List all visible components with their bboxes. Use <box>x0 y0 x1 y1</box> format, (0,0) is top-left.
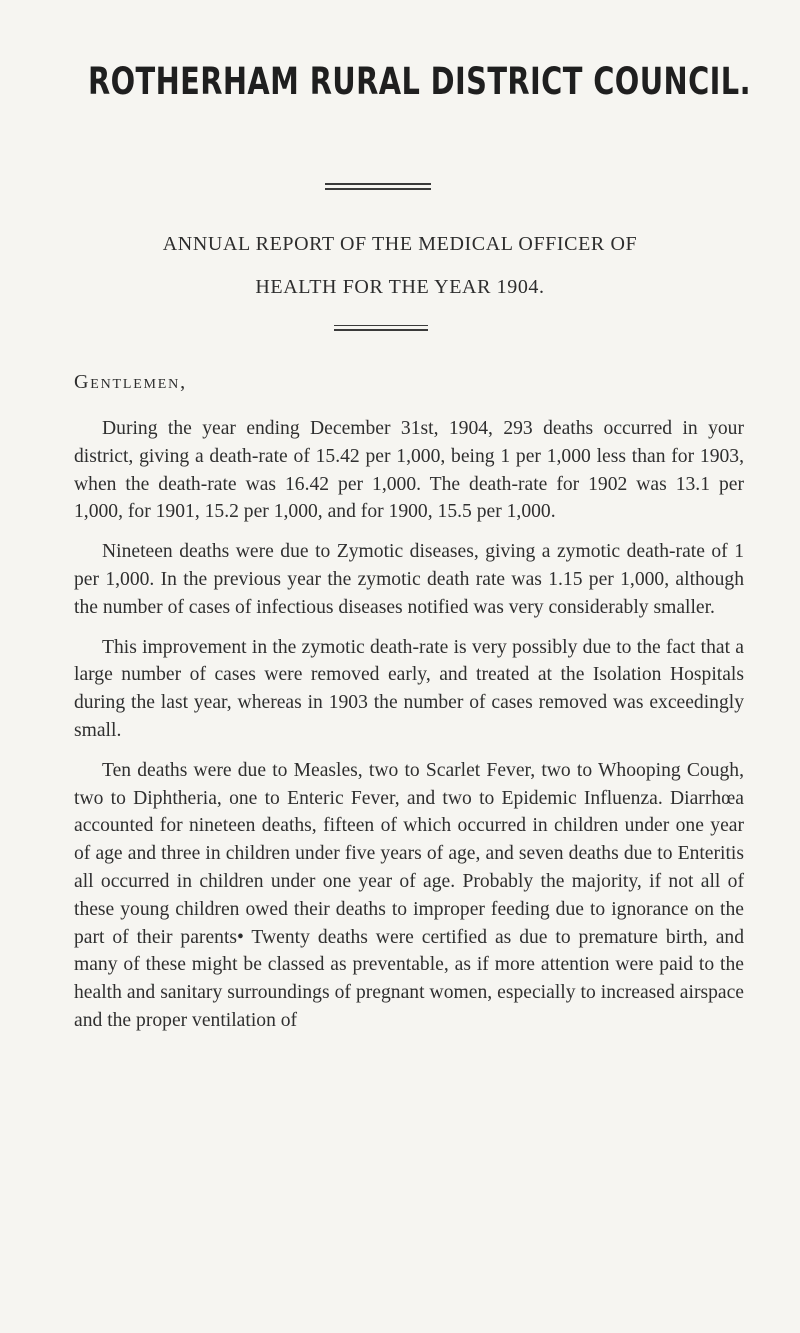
report-heading-line-2: HEALTH FOR THE YEAR 1904. <box>255 276 545 298</box>
report-heading-line-1: ANNUAL REPORT OF THE MEDICAL OFFICER OF <box>162 233 638 255</box>
title-divider <box>325 183 431 190</box>
paragraph-zymotic-diseases: Nineteen deaths were due to Zymotic diseases, giving a zymotic death-rate of 1 per 1,000. In the previous year the zymotic death rate was 1.15 per 1,000, although the number of cases of infectious diseases notified was very considerably smaller. <box>74 541 744 618</box>
salutation: Gentlemen, <box>74 371 187 393</box>
heading-divider <box>334 325 428 331</box>
council-title: ROTHERHAM RURAL DISTRICT COUNCIL. <box>88 60 751 103</box>
paragraph-improvement: This improvement in the zymotic death-rate is very possibly due to the fact that a large number of cases were removed early, and treated at the Isolation Hospitals during the last year, whereas in 1903 the number of cases removed was exceedingly small. <box>74 636 744 741</box>
report-heading <box>0 223 800 309</box>
letter-body <box>74 415 744 1047</box>
paragraph-causes-of-death: Ten deaths were due to Measles, two to Scarlet Fever, two to Whooping Cough, two to Diphtheria, one to Enteric Fever, and two to Epidemic Influenza. Diarrhœa accounted for nineteen deaths, fifteen of which occurred in children under one year of age and three in children under five years of age, and seven deaths due to Enteritis all occurred in children under one year of age. Probably the majority, if not all of these young children owed their deaths to improper feeding due to ignorance on the part of their parents• Twenty deaths were certified as due to premature birth, and many of these might be classed as preventable, as if more attention were paid to the health and sanitary surroundings of pregnant women, especially to increased airspace and the proper ventilation of <box>74 759 744 1031</box>
paragraph-death-rates: During the year ending December 31st, 1904, 293 deaths occurred in your district, giving a death-rate of 15.42 per 1,000, being 1 per 1,000 less than for 1903, when the death-rate was 16.42 per 1,000. The death-rate for 1902 was 13.1 per 1,000, for 1901, 15.2 per 1,000, and for 1900, 15.5 per 1,000. <box>74 418 744 523</box>
